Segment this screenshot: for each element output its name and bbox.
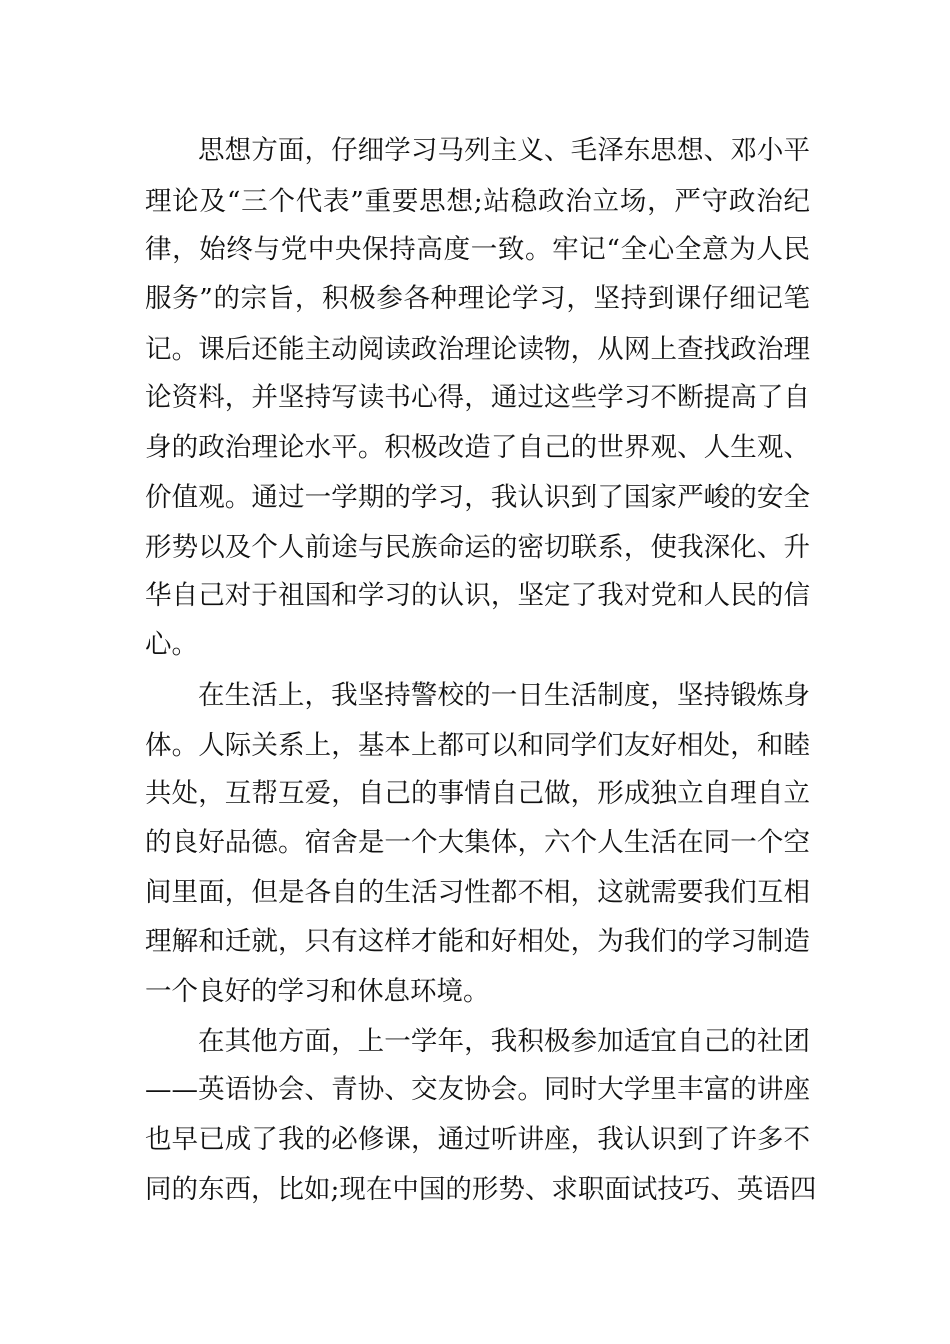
paragraph-2-line-2: 体。人际关系上，基本上都可以和同学们友好相处，和睦 [145,730,810,761]
paragraph-2-line-7: 一个良好的学习和休息环境。 [145,976,490,1007]
paragraph-2-line-6: 理解和迁就，只有这样才能和好相处，为我们的学习制造 [145,926,810,957]
paragraph-3-line-3: 也早已成了我的必修课，通过听讲座，我认识到了许多不 [145,1124,810,1155]
paragraph-1-line-10: 华自己对于祖国和学习的认识，坚定了我对党和人民的信 [145,580,810,611]
paragraph-1-line-9: 形势以及个人前途与民族命运的密切联系，使我深化、升 [145,532,810,563]
paragraph-1-line-3: 律，始终与党中央保持高度一致。牢记“全心全意为人民 [145,234,810,265]
paragraph-2-line-1: 在生活上，我坚持警校的一日生活制度，坚持锻炼身 [198,680,810,711]
paragraph-2-line-5: 间里面，但是各自的生活习性都不相，这就需要我们互相 [145,877,810,908]
paragraph-3-line-4: 同的东西，比如;现在中国的形势、求职面试技巧、英语四 [145,1174,817,1205]
paragraph-1-line-7: 身的政治理论水平。积极改造了自己的世界观、人生观、 [145,432,810,463]
paragraph-1-line-11: 心。 [145,629,198,660]
paragraph-1-line-2: 理论及“三个代表”重要思想;站稳政治立场，严守政治纪 [145,186,810,217]
paragraph-1-line-6: 论资料，并坚持写读书心得，通过这些学习不断提高了自 [145,382,810,413]
paragraph-2-line-3: 共处，互帮互爱，自己的事情自己做，形成独立自理自立 [145,778,810,809]
paragraph-3-line-1: 在其他方面，上一学年，我积极参加适宜自己的社团 [198,1026,810,1057]
paragraph-3-line-2: ——英语协会、青协、交友协会。同时大学里丰富的讲座 [145,1074,810,1105]
paragraph-1-line-4: 服务”的宗旨，积极参各种理论学习，坚持到课仔细记笔 [145,283,810,314]
paragraph-1-line-8: 价值观。通过一学期的学习，我认识到了国家严峻的安全 [145,482,810,513]
paragraph-2-line-4: 的良好品德。宿舍是一个大集体，六个人生活在同一个空 [145,827,810,858]
paragraph-1-line-1: 思想方面，仔细学习马列主义、毛泽东思想、邓小平 [198,135,810,166]
paragraph-1-line-5: 记。课后还能主动阅读政治理论读物，从网上查找政治理 [145,334,810,365]
